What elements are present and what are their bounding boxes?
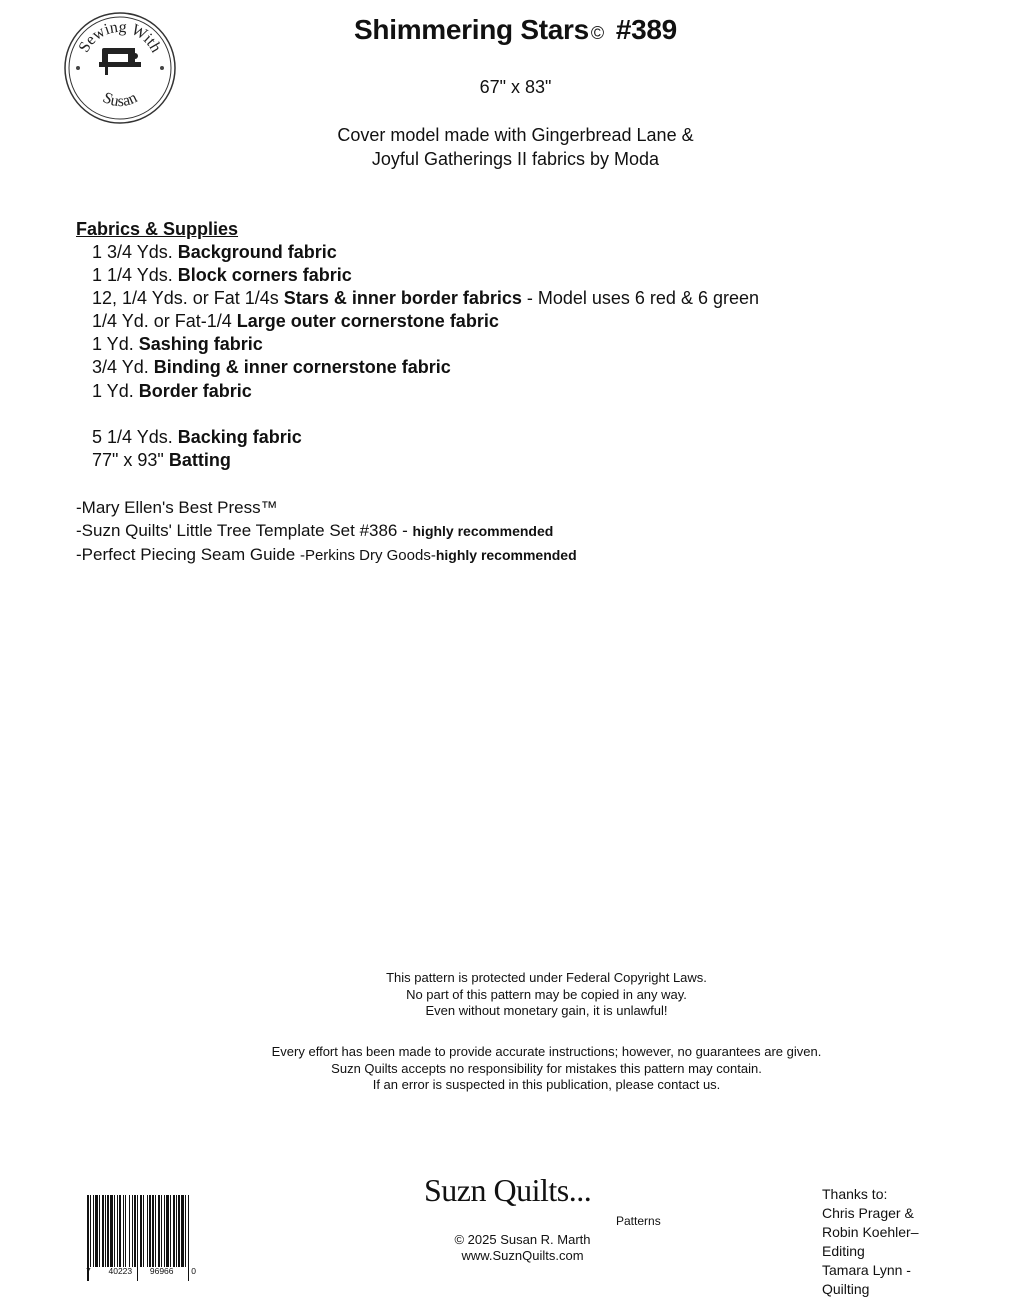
cover-line-1: Cover model made with Gingerbread Lane & [337, 125, 694, 145]
quilt-size: 67" x 83" [479, 77, 552, 97]
list-item: 3/4 Yd. Binding & inner cornerstone fabric [92, 357, 451, 378]
tool-item: -Mary Ellen's Best Press™ [76, 498, 278, 517]
list-item: 12, 1/4 Yds. or Fat 1/4s Stars & inner border fabrics - Model uses 6 red & 6 green [92, 288, 760, 309]
right-dot-icon [160, 66, 164, 70]
list-item: 1 3/4 Yds. Background fabric [92, 242, 337, 262]
list-item: 1 Yd. Sashing fabric [92, 334, 263, 355]
left-dot-icon [76, 66, 80, 70]
logo-bottom-text: Susan [100, 89, 140, 111]
tool-item: -Suzn Quilts' Little Tree Template Set #386 - highly recommended [76, 521, 554, 540]
pattern-title: Shimmering Stars © #389 [354, 14, 677, 45]
brand-subtitle: Patterns [616, 1214, 661, 1228]
list-item: 1 1/4 Yds. Block corners fabric [92, 265, 352, 286]
list-item: 1/4 Yd. or Fat-1/4 Large outer cornerstone fabric [92, 311, 499, 332]
tool-item: -Perfect Piecing Seam Guide -Perkins Dry Goods-highly recommended [76, 545, 577, 564]
brand-name: Suzn Quilts [424, 1172, 569, 1208]
recommended-note: highly recommended [435, 547, 577, 563]
website-link[interactable]: www.SuznQuilts.com [461, 1248, 584, 1263]
tools-list [76, 496, 577, 567]
thanks-credits: Thanks to: Chris Prager & Robin Koehler– Editing Tamara Lynn - Quilting [822, 1186, 919, 1297]
copyright-symbol: © [590, 23, 604, 43]
brand-ellipsis: ... [568, 1172, 592, 1208]
disclaimer-notice: Every effort has been made to provide accurate instructions; however, no guarantees are given. Suzn Quilts accepts no responsibility for mistakes this pattern may contain. If an error is suspected in this publication, please contact us. [271, 1044, 822, 1092]
copyright-notice: This pattern is protected under Federal Copyright Laws. No part of this pattern may be copied in any way. Even without monetary gain, it is unlawful! [386, 970, 707, 1018]
supplies-heading: Fabrics & Supplies [76, 219, 239, 239]
backing-list [92, 426, 302, 472]
cover-line-2: Joyful Gatherings II fabrics by Moda [371, 149, 660, 169]
list-item: 77" x 93" Batting [92, 450, 231, 471]
list-item: 5 1/4 Yds. Backing fabric [92, 427, 302, 447]
cover-model-note [0, 123, 1031, 171]
list-item: 1 Yd. Border fabric [92, 380, 252, 401]
recommended-note: highly recommended [412, 523, 554, 539]
brand-copyright: © 2025 Susan R. Marth www.SuznQuilts.com [0, 1232, 1031, 1264]
barcode-digits: 7 40223 96966 0 [86, 1266, 196, 1276]
pattern-number: #389 [615, 14, 677, 45]
supplies-list [92, 241, 759, 403]
logo-top-text: Sewing With [75, 18, 165, 56]
brand-logo [424, 1172, 674, 1232]
